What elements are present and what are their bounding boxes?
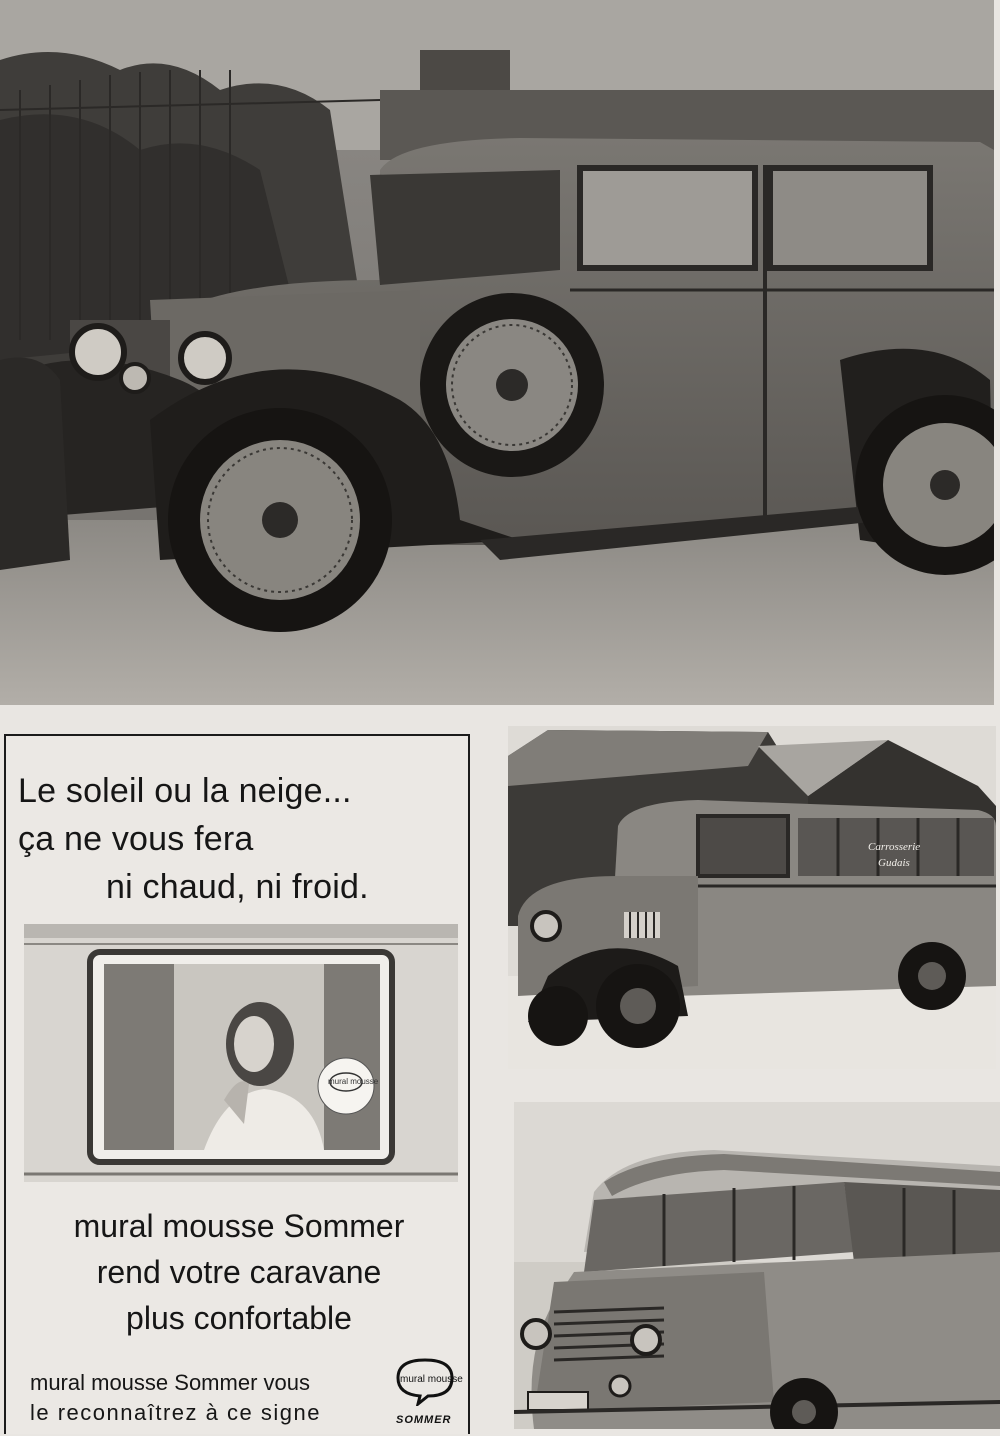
ad-headline-line: ni chaud, ni froid. bbox=[106, 868, 369, 906]
vintage-bus-photo bbox=[508, 726, 996, 1069]
ad-tagline-line: rend votre caravane bbox=[96, 1254, 382, 1290]
logo-brand: SOMMER bbox=[396, 1414, 452, 1426]
ad-footer-line: le reconnaîtrez à ce signe bbox=[30, 1400, 321, 1425]
advertisement-box bbox=[4, 734, 470, 1434]
bus-sign-line: Carrosserie bbox=[868, 841, 921, 853]
ad-headline-line: Le soleil ou la neige... bbox=[18, 772, 352, 810]
window-badge-text: mural mousse bbox=[328, 1077, 379, 1086]
ad-tagline-line: plus confortable bbox=[126, 1300, 352, 1336]
logo-text: mural mousse bbox=[400, 1374, 463, 1385]
mural-mousse-logo bbox=[390, 1356, 463, 1436]
ad-footer-line: mural mousse Sommer vous bbox=[30, 1370, 310, 1395]
bus-sign-line: Gudais bbox=[878, 857, 910, 869]
vintage-car-photo bbox=[0, 0, 994, 705]
ad-headline-line: ça ne vous fera bbox=[18, 820, 254, 858]
vintage-coach-photo bbox=[514, 1102, 1000, 1429]
caravan-window-photo bbox=[24, 924, 458, 1182]
ad-tagline-line: mural mousse Sommer bbox=[73, 1208, 405, 1244]
